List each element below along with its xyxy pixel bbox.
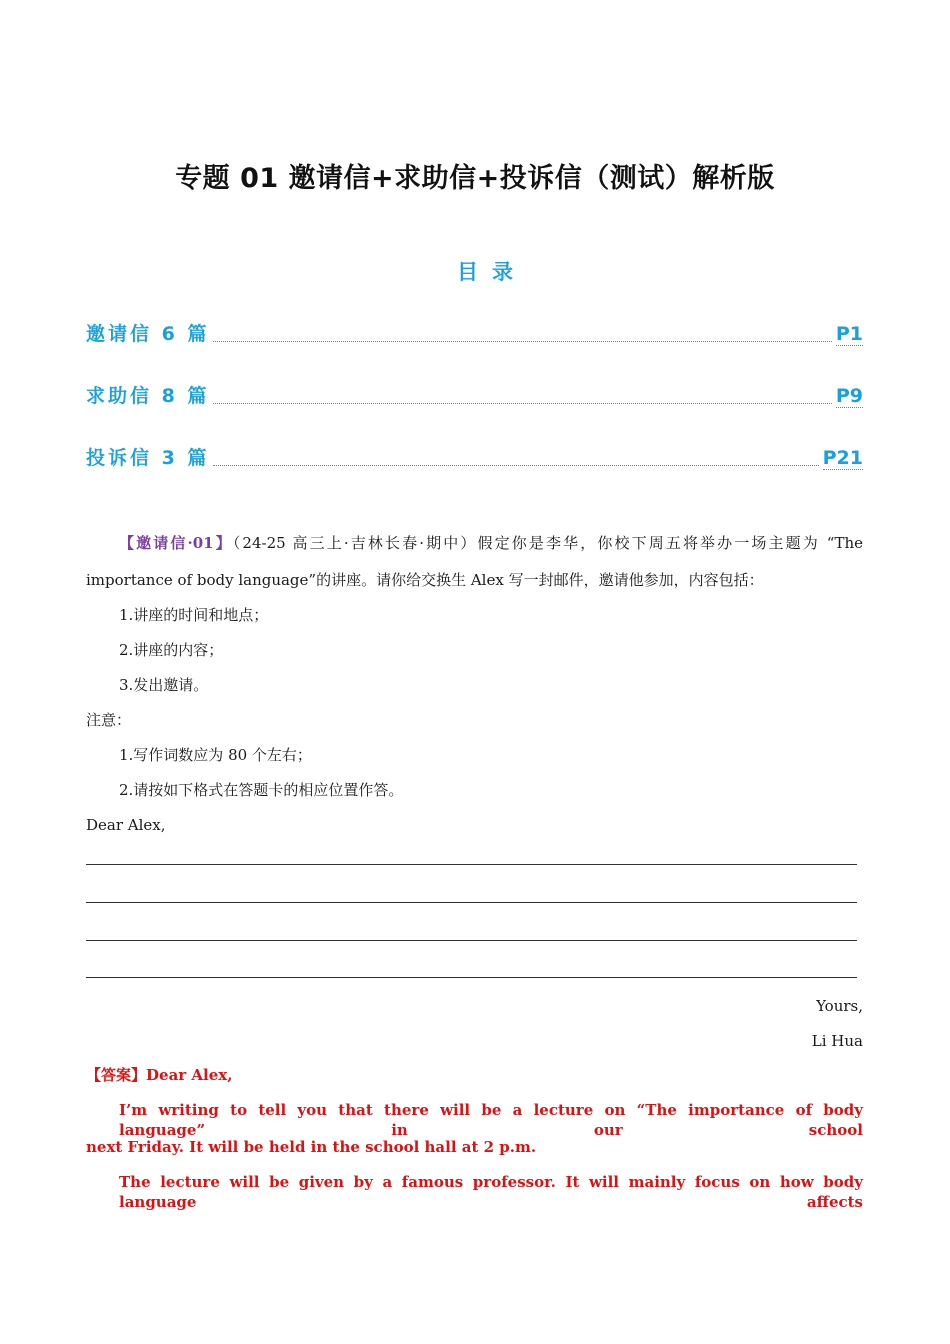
- notice-item: 1.写作词数应为 80 个左右；: [119, 746, 312, 764]
- document-title: 专题 01 邀请信+求助信+投诉信（测试）解析版: [175, 163, 775, 194]
- toc-entry-label: 求助信 8 篇: [86, 385, 210, 407]
- question-text-1: （24-25 高三上·吉林长春·期中）假定你是李华，你校下周五将举办一场主题为 “The: [232, 534, 863, 552]
- toc-entry-help[interactable]: [86, 378, 863, 408]
- answer-writing-line[interactable]: [86, 902, 857, 903]
- requirement-item: 3.发出邀请。: [119, 676, 209, 694]
- notice-item: 2.请按如下格式在答题卡的相应位置作答。: [119, 781, 404, 799]
- letter-salutation: Dear Alex,: [86, 816, 166, 834]
- toc-entry-page: P21: [822, 447, 863, 469]
- answer-salutation: Dear Alex,: [146, 1066, 233, 1084]
- answer-writing-line[interactable]: [86, 940, 857, 941]
- answer-writing-line[interactable]: [86, 864, 857, 865]
- answer-paragraph-1-line-1: I’m writing to tell you that there will be a lecture on “The importance of body language” in our school: [119, 1101, 863, 1139]
- toc-entry-page: P1: [835, 323, 863, 345]
- answer-paragraph-2-line-1: The lecture will be given by a famous professor. It will mainly focus on how body language affects: [119, 1173, 863, 1211]
- toc-entry-label: 邀请信 6 篇: [86, 323, 210, 345]
- requirement-item: 2.讲座的内容；: [119, 641, 224, 659]
- toc-entry-page: P9: [835, 385, 863, 407]
- answer-paragraph-1-line-2: next Friday. It will be held in the school hall at 2 p.m.: [86, 1138, 537, 1156]
- answer-header: [86, 1065, 863, 1085]
- question-line-2: importance of body language”的讲座。请你给交换生 Alex 写一封邮件，邀请他参加，内容包括：: [86, 571, 764, 589]
- toc-entry-complaint[interactable]: [86, 440, 863, 470]
- question-tag: 【邀请信·01】: [119, 534, 233, 552]
- letter-closing: Yours,: [816, 997, 863, 1015]
- letter-signature: Li Hua: [811, 1032, 863, 1050]
- toc-leader-dots: [213, 465, 818, 466]
- toc-leader-dots: [213, 341, 831, 342]
- toc-leader-dots: [213, 403, 831, 404]
- answer-writing-line[interactable]: [86, 977, 857, 978]
- answer-tag: 【答案】: [86, 1066, 147, 1084]
- toc-heading: 目录: [457, 260, 527, 284]
- toc-entry-invitation[interactable]: [86, 316, 863, 346]
- requirement-item: 1.讲座的时间和地点；: [119, 606, 269, 624]
- notice-label: 注意：: [86, 711, 132, 729]
- question-line-1: [86, 533, 863, 553]
- toc-entry-label: 投诉信 3 篇: [86, 447, 210, 469]
